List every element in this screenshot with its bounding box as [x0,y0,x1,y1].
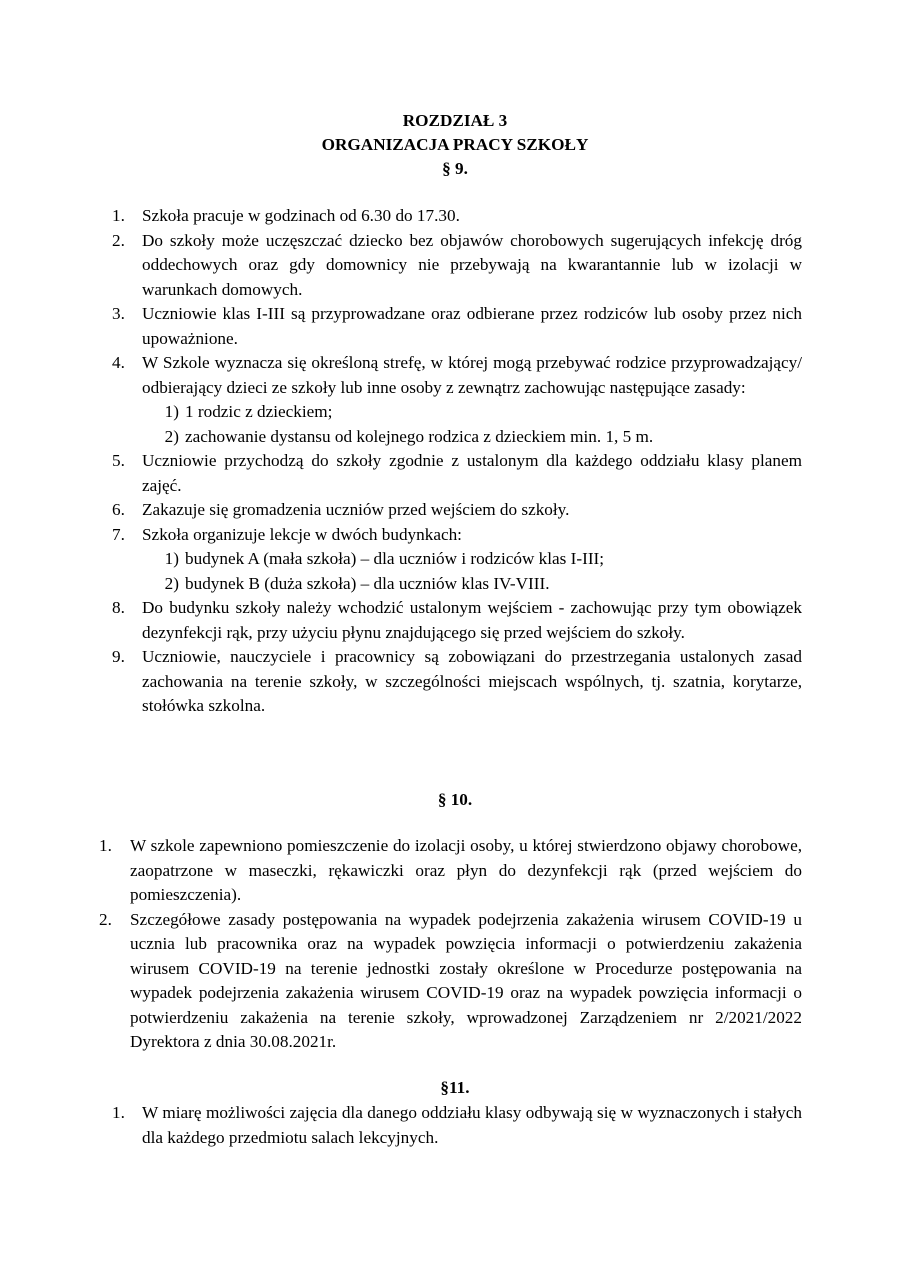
section-11-heading: §11. [440,1078,470,1097]
item-text: Uczniowie, nauczyciele i pracownicy są zobowiązani do przestrzegania ustalonych zasad zachowania na terenie szkoły, w szczególności miejscach wspólnych, tj. szatnia, korytarze, stołówka szkolna. [142,647,802,715]
item-number: 8. [112,598,125,617]
item-text: W szkole zapewniono pomieszczenie do izolacji osoby, u której stwierdzono objawy chorobowe, zaopatrzone w maseczki, rękawiczki oraz płyn do dezynfekcji rąk (przed wejściem do pomieszczenia). [130,836,802,904]
item-number: 6. [112,500,125,519]
item-text: Uczniowie przychodzą do szkoły zgodnie z ustalonym dla każdego oddziału klasy planem zajęć. [142,451,802,495]
list-item [112,204,802,229]
sub-item-text: budynek A (mała szkoła) – dla uczniów i rodziców klas I-III; [185,549,605,568]
item-number: 4. [112,353,125,372]
list-item [112,596,802,645]
sub-list-item [164,425,785,450]
sub-item-number: 1) [164,549,179,568]
chapter-heading: ROZDZIAŁ 3 [402,111,508,130]
item-text: Szkoła pracuje w godzinach od 6.30 do 17.30. [142,206,460,225]
item-number: 2. [99,909,112,929]
item-number: 1. [112,206,125,225]
list-item [99,908,802,1055]
sub-list-item [164,572,785,597]
item-text: W miarę możliwości zajęcia dla danego oddziału klasy odbywają się w wyznaczonych i stałych dla każdego przedmiotu salach lekcyjnych. [142,1103,802,1147]
item-text: Uczniowie klas I-III są przyprowadzane oraz odbierane przez rodziców lub osoby przez nich upoważnione. [142,304,802,348]
item-number: 1. [99,836,112,855]
list-item [112,351,802,400]
list-item [112,1101,802,1150]
list-item [112,498,802,523]
section-9-heading: § 9. [442,159,468,178]
list-item [112,645,802,719]
item-number: 1. [112,1103,125,1122]
sub-item-text: 1 rodzic z dzieckiem; [185,402,333,421]
item-text: Do budynku szkoły należy wchodzić ustalonym wejściem - zachowując przy tym obowiązek dezynfekcji rąk, przy użyciu płynu znajdującego się przed wejściem do szkoły. [142,598,802,642]
item-number: 2. [112,230,125,250]
item-text: W Szkole wyznacza się określoną strefę, w której mogą przebywać rodzice przyprowadzający/ odbierający dzieci ze szkoły lub inne osoby z zewnątrz zachowując następujące zasady: [142,353,802,397]
list-item [112,302,802,351]
section-9-list [0,204,910,719]
section-10-heading: § 10. [437,790,473,809]
section-11-list [0,1101,910,1150]
list-item [99,834,802,908]
chapter-title: ORGANIZACJA PRACY SZKOŁY [321,135,589,154]
section-10-list [0,834,910,1055]
item-text: Szkoła organizuje lekcje w dwóch budynkach: [142,524,462,544]
sub-list-item [164,547,785,572]
item-number: 7. [112,524,125,544]
sub-item-number: 2) [164,573,179,593]
item-text: Zakazuje się gromadzenia uczniów przed wejściem do szkoły. [142,500,570,519]
item-text: Do szkoły może uczęszczać dziecko bez objawów chorobowych sugerujących infekcję dróg oddechowych oraz gdy domownicy nie przebywają na kwarantannie lub w izolacji w warunkach domowych. [142,230,802,299]
list-item [112,449,802,498]
sub-item-text: budynek B (duża szkoła) – dla uczniów klas IV-VIII. [185,573,550,593]
sub-item-number: 1) [164,402,179,421]
item-number: 3. [112,304,125,323]
list-item [112,229,802,303]
sub-item-number: 2) [164,426,179,446]
sub-list-item [164,400,785,425]
item-text: Szczegółowe zasady postępowania na wypadek podejrzenia zakażenia wirusem COVID-19 u ucznia lub pracownika oraz na wypadek powzięcia informacji o potwierdzeniu zakażenia wirusem COVID-19 na terenie jednostki zostały określone w Procedurze postępowania na wypadek podejrzenia zakażenia wirusem COVID-19 oraz na wypadek powzięcia informacji o potwierdzeniu zakażenia na terenie szkoły, wprowadzonej Zarządzeniem nr 2/2021/2022 Dyrektora z dnia 30.08.2021r. [130,909,802,1051]
item-number: 9. [112,647,125,666]
item-number: 5. [112,451,125,470]
list-item [112,523,802,548]
sub-item-text: zachowanie dystansu od kolejnego rodzica z dzieckiem min. 1, 5 m. [185,426,654,446]
